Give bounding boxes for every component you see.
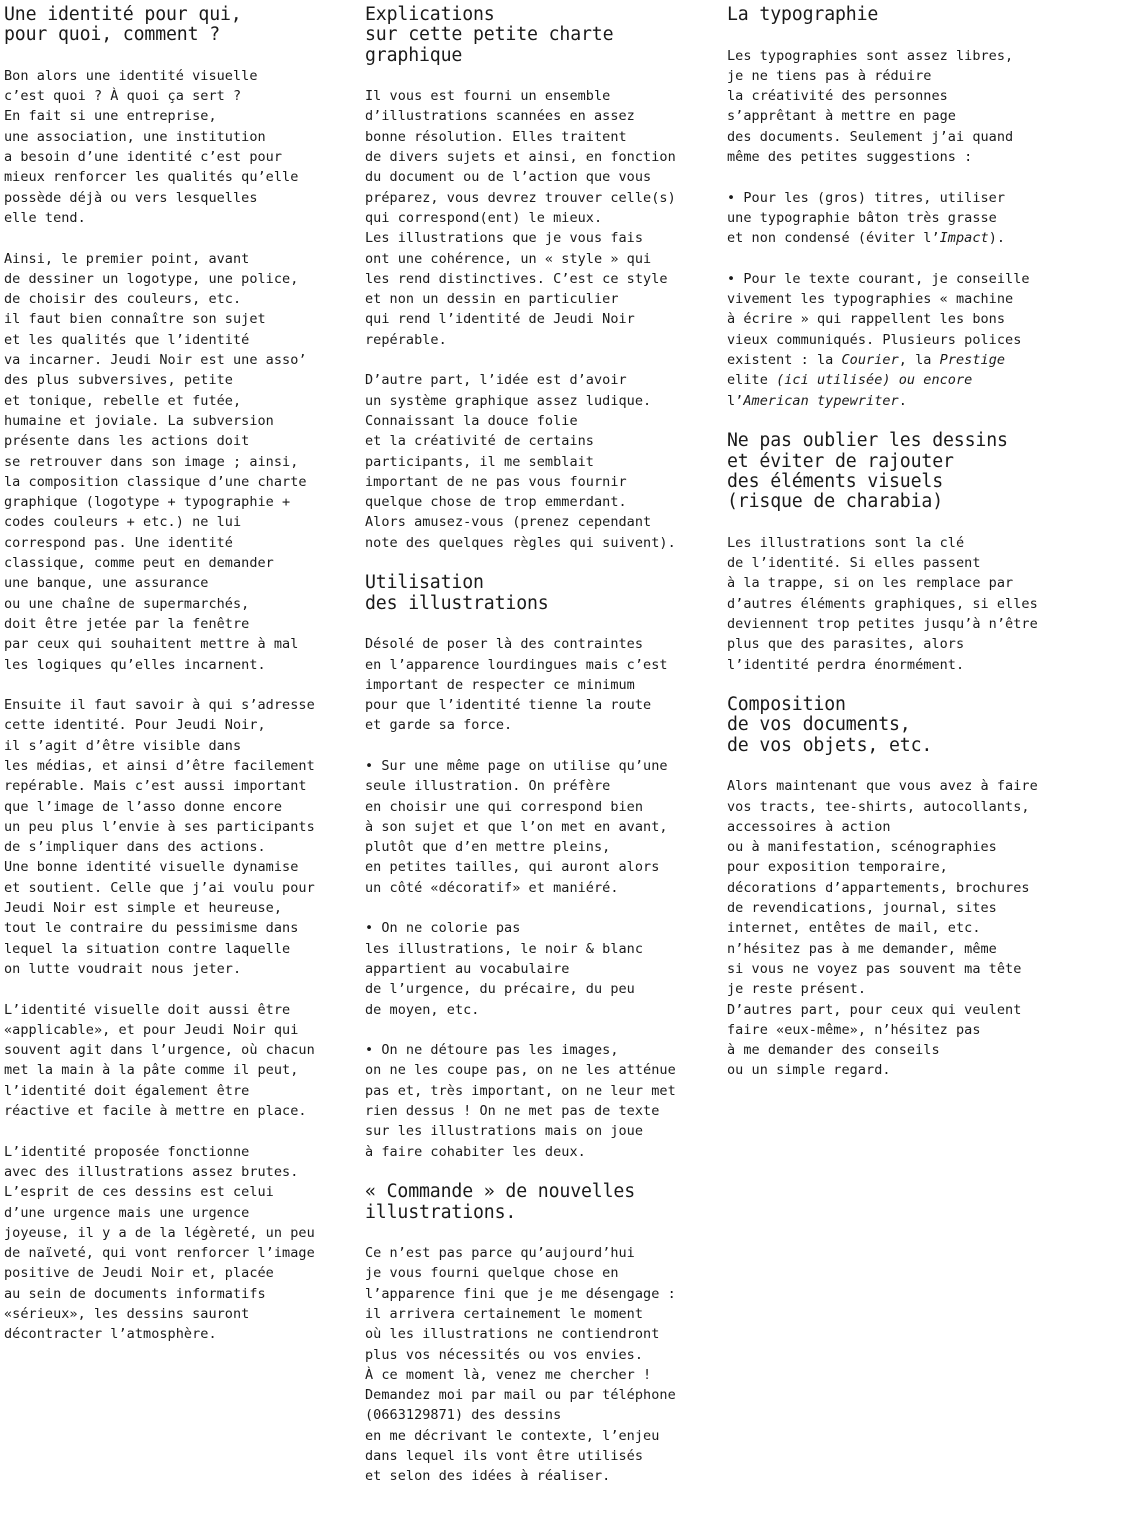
text-line: Les illustrations que je vous fais [365,230,644,247]
text-line: un système graphique assez ludique. [365,392,652,409]
text-line: important de respecter ce minimum [365,676,635,693]
text-line: • Pour le texte courant, je conseille [727,270,1030,287]
text-line: de dessiner un logotype, une police, [4,270,299,287]
text-line: du document ou de l’action que vous [365,169,652,186]
text-line: n’hésitez pas à me demander, même [727,940,997,957]
text-line: Jeudi Noir est simple et heureuse, [4,900,283,917]
text-line: elite (ici utilisée) ou encore [727,372,973,389]
text-line: de s’impliquer dans des actions. [4,839,266,856]
text-line: à son sujet et que l’on met en avant, [365,818,668,835]
text-line: en l’apparence lourdingues mais c’est [365,656,668,673]
text-line: joyeuse, il y a de la légèreté, un peu [4,1224,315,1241]
text-line: Les illustrations sont la clé [727,534,965,551]
text-line: Alors amusez-vous (prenez cependant [365,514,652,531]
text-line: met la main à la pâte comme il peut, [4,1062,299,1079]
paragraph [365,1040,717,1162]
text-line: correspond pas. Une identité [4,534,233,551]
text-line: d’illustrations scannées en assez [365,108,635,125]
column-middle [365,5,717,1507]
text-line: des plus subversives, petite [4,372,233,389]
text-line: humaine et joviale. La subversion [4,412,274,429]
text-line: et éviter de rajouter [727,450,954,472]
text-line: (0663129871) des dessins [365,1407,562,1424]
text-line: par ceux qui souhaitent mettre à mal [4,636,299,653]
paragraph [4,1142,356,1345]
text-line: Ensuite il faut savoir à qui s’adresse [4,697,315,714]
paragraph [365,86,717,350]
text-line: et tonique, rebelle et futée, [4,392,242,409]
text-line: les médias, et ainsi d’être facilement [4,757,315,774]
text-line: pour que l’identité tienne la route [365,697,652,714]
paragraph [727,269,1079,411]
section-heading [365,1182,717,1223]
text-line: • On ne colorie pas [365,920,521,937]
text-line: a besoin d’une identité c’est pour [4,149,283,166]
text-line: de choisir des couleurs, etc. [4,291,242,308]
text-line: souvent agit dans l’urgence, où chacun [4,1042,315,1059]
text-line: à la trappe, si on les remplace par [727,575,1014,592]
text-line: Composition [727,694,846,716]
text-line: une typographie bâton très grasse [727,209,997,226]
text-line: D’autres part, pour ceux qui veulent [727,1001,1022,1018]
text-line: des éléments visuels [727,470,943,492]
section-heading [365,5,717,66]
section-heading [727,695,1079,756]
text-line: une banque, une assurance [4,575,209,592]
italic-text: American typewriter [743,392,899,409]
text-line: Ce n’est pas parce qu’aujourd’hui [365,1245,635,1262]
text-line: je ne tiens pas à réduire [727,67,932,84]
text-line: en me décrivant le contexte, l’enjeu [365,1427,660,1444]
text-line: quelque chose de trop emmerdant. [365,494,627,511]
text-line: présente dans les actions doit [4,433,250,450]
text-line: de l’identité. Si elles passent [727,555,981,572]
text-line: l’identité doit également être [4,1082,250,1099]
text-line: plus vos nécessités ou vos envies. [365,1346,644,1363]
text-line: sur cette petite charte [365,24,614,46]
text-line: codes couleurs + etc.) ne lui [4,514,242,531]
text-line: possède déjà ou vers lesquelles [4,189,258,206]
text-line: à me demander des conseils [727,1042,940,1059]
text-line: «sérieux», les dessins sauront [4,1306,250,1322]
text-line: on ne les coupe pas, on ne les atténue [365,1062,676,1079]
italic-text: Courier [841,352,899,369]
text-line: Ne pas oublier les dessins [727,430,1008,452]
text-line: lequel la situation contre laquelle [4,940,291,957]
text-line: qui correspond(ent) le mieux. [365,209,603,226]
text-line: classique, comme peut en demander [4,555,274,572]
text-line: rien dessus ! On ne met pas de texte [365,1103,660,1120]
text-line: graphique (logotype + typographie + [4,494,291,511]
text-line: • Sur une même page on utilise qu’une [365,757,668,774]
paragraph [727,533,1079,675]
text-line: graphique [365,44,463,66]
text-line: faire «eux-même», n’hésitez pas [727,1021,981,1038]
paragraph [365,370,717,553]
text-line: tout le contraire du pessimisme dans [4,920,299,937]
text-line: en petites tailles, qui auront alors [365,859,660,876]
text-line: « Commande » de nouvelles [365,1181,635,1203]
paragraph [365,918,717,1019]
text-line: d’autres éléments graphiques, si elles [727,595,1038,612]
text-line: un peu plus l’envie à ses participants [4,818,315,835]
text-line: ou un simple regard. [727,1062,891,1079]
text-line: s’apprêtant à mettre en page [727,108,956,125]
italic-text: Prestige [939,352,1006,369]
text-line: l’apparence fini que je me désengage : [365,1285,676,1302]
section-heading [727,431,1079,512]
text-line: décontracter l’atmosphère. [4,1326,217,1343]
text-line: de l’urgence, du précaire, du peu [365,981,635,998]
text-line: L’esprit de ces dessins est celui [4,1184,274,1201]
text-line: à écrire » qui rappellent les bons [727,311,1006,328]
text-line: qui rend l’identité de Jeudi Noir [365,311,635,328]
text-line: plutôt que d’en mettre pleins, [365,839,611,856]
text-line: vos tracts, tee-shirts, autocollants, [727,798,1030,815]
text-line: l’American typewriter. [727,392,907,409]
text-line: doit être jetée par la fenêtre [4,615,250,632]
text-line: au sein de documents informatifs [4,1285,266,1302]
text-line: deviennent trop petites jusqu’à n’être [727,615,1038,632]
text-line: Une bonne identité visuelle dynamise [4,859,299,876]
text-line: ou une chaîne de supermarchés, [4,595,250,612]
text-line: «applicable», et pour Jeudi Noir qui [4,1021,299,1038]
section-heading [4,5,356,46]
text-line: ou à manifestation, scénographies [727,839,997,856]
text-line: L’identité proposée fonctionne [4,1143,250,1160]
text-line: un côté «décoratif» et maniéré. [365,879,619,896]
text-line: les rend distinctives. C’est ce style [365,270,668,287]
text-line: vieux communiqués. Plusieurs polices [727,331,1022,348]
text-line: que l’image de l’asso donne encore [4,798,283,815]
text-line: • On ne détoure pas les images, [365,1042,619,1059]
text-line: même des petites suggestions : [727,149,973,166]
text-line: et les qualités que l’identité [4,331,250,348]
paragraph [4,66,356,228]
text-line: et non un dessin en particulier [365,291,619,308]
text-line: (risque de charabia) [727,491,943,513]
text-line: note des quelques règles qui suivent). [365,534,676,551]
text-line: de moyen, etc. [365,1001,480,1018]
paragraph [727,188,1079,249]
text-line: et soutient. Celle que j’ai voulu pour [4,879,315,896]
paragraph [727,776,1079,1080]
text-line: Désolé de poser là des contraintes [365,636,644,653]
text-line: sur les illustrations mais on joue [365,1123,644,1140]
text-line: de naïveté, qui vont renforcer l’image [4,1245,315,1262]
text-line: des illustrations [365,592,549,614]
section-heading [727,5,1079,25]
text-line: et la créativité de certains [365,433,594,450]
text-line: pour quoi, comment ? [4,24,220,46]
text-line: il arrivera certainement le moment [365,1306,644,1322]
text-line: de revendications, journal, sites [727,900,997,917]
column-left [4,5,356,1365]
text-line: de vos documents, [727,714,911,736]
text-line: plus que des parasites, alors [727,636,965,653]
text-line: Il vous est fourni un ensemble [365,88,611,105]
text-line: et selon des idées à réaliser. [365,1468,611,1485]
text-line: d’une urgence mais une urgence [4,1204,250,1221]
paragraph [365,1243,717,1487]
text-line: et non condensé (éviter l’Impact). [727,230,1006,247]
section-heading [365,573,717,614]
text-line: bonne résolution. Elles traitent [365,128,627,145]
text-line: En fait si une entreprise, [4,108,217,125]
text-line: il faut bien connaître son sujet [4,311,266,328]
text-line: l’identité perdra énormément. [727,656,965,673]
column-right [727,5,1079,1101]
italic-text: Impact [939,230,989,247]
text-line: va incarner. Jeudi Noir est une asso’ [4,352,307,369]
paragraph [727,46,1079,168]
text-line: pas et, très important, on ne leur met [365,1082,676,1099]
text-line: • Pour les (gros) titres, utiliser [727,189,1006,206]
text-line: cette identité. Pour Jeudi Noir, [4,717,266,734]
text-line: on lutte voudrait nous jeter. [4,960,242,977]
text-line: Les typographies sont assez libres, [727,47,1014,64]
text-line: À ce moment là, venez me chercher ! [365,1366,652,1383]
text-line: les illustrations, le noir & blanc [365,940,644,957]
text-line: pour exposition temporaire, [727,859,948,876]
text-line: positive de Jeudi Noir et, placée [4,1265,274,1282]
paragraph [4,249,356,675]
text-line: avec des illustrations assez brutes. [4,1163,299,1180]
text-line: à faire cohabiter les deux. [365,1143,586,1160]
text-line: seule illustration. On préfère [365,778,611,795]
text-line: une association, une institution [4,128,266,145]
text-line: D’autre part, l’idée est d’avoir [365,372,627,389]
text-line: de divers sujets et ainsi, en fonction [365,149,676,166]
text-line: appartient au vocabulaire [365,960,570,977]
text-line: c’est quoi ? À quoi ça sert ? [4,88,242,105]
paragraph [4,1000,356,1122]
text-line: repérable. Mais c’est aussi important [4,778,307,795]
text-line: si vous ne voyez pas souvent ma tête [727,960,1022,977]
text-line: L’identité visuelle doit aussi être [4,1001,291,1018]
text-line: Utilisation [365,572,484,594]
text-line: repérable. [365,331,447,348]
text-line: internet, entêtes de mail, etc. [727,920,981,937]
text-line: où les illustrations ne contiendront [365,1326,660,1343]
italic-text: (ici utilisée) ou encore [767,372,973,389]
text-line: Une identité pour qui, [4,4,242,25]
text-line: des documents. Seulement j’ai quand [727,128,1014,145]
text-line: préparez, vous devrez trouver celle(s) [365,189,676,206]
text-line: Alors maintenant que vous avez à faire [727,778,1038,795]
text-line: Connaissant la douce folie [365,412,578,429]
text-line: la composition classique d’une charte [4,473,307,490]
text-line: je reste présent. [727,981,867,998]
text-line: important de ne pas vous fournir [365,473,627,490]
text-line: dans lequel ils vont être utilisés [365,1448,644,1465]
text-line: les logiques qu’elles incarnent. [4,656,266,673]
text-line: réactive et facile à mettre en place. [4,1103,307,1120]
text-line: accessoires à action [727,818,891,835]
text-line: décorations d’appartements, brochures [727,879,1030,896]
text-line: Ainsi, le premier point, avant [4,250,250,267]
text-line: existent : la Courier, la Prestige [727,352,1006,369]
text-line: en choisir une qui correspond bien [365,798,644,815]
text-line: ont une cohérence, un « style » qui [365,250,652,267]
text-line: illustrations. [365,1201,517,1223]
text-line: Demandez moi par mail ou par téléphone [365,1387,676,1404]
text-line: de vos objets, etc. [727,734,933,756]
text-line: elle tend. [4,209,86,226]
text-line: mieux renforcer les qualités qu’elle [4,169,299,186]
paragraph [365,756,717,898]
paragraph [365,634,717,735]
text-line: Explications [365,4,495,25]
text-line: la créativité des personnes [727,88,948,105]
text-line: Bon alors une identité visuelle [4,67,258,84]
text-line: La typographie [727,4,879,25]
text-line: participants, il me semblait [365,453,594,470]
text-line: je vous fourni quelque chose en [365,1265,619,1282]
text-line: se retrouver dans son image ; ainsi, [4,453,299,470]
text-line: et garde sa force. [365,717,513,734]
text-line: il s’agit d’être visible dans [4,737,242,754]
text-line: vivement les typographies « machine [727,291,1014,308]
paragraph [4,695,356,979]
